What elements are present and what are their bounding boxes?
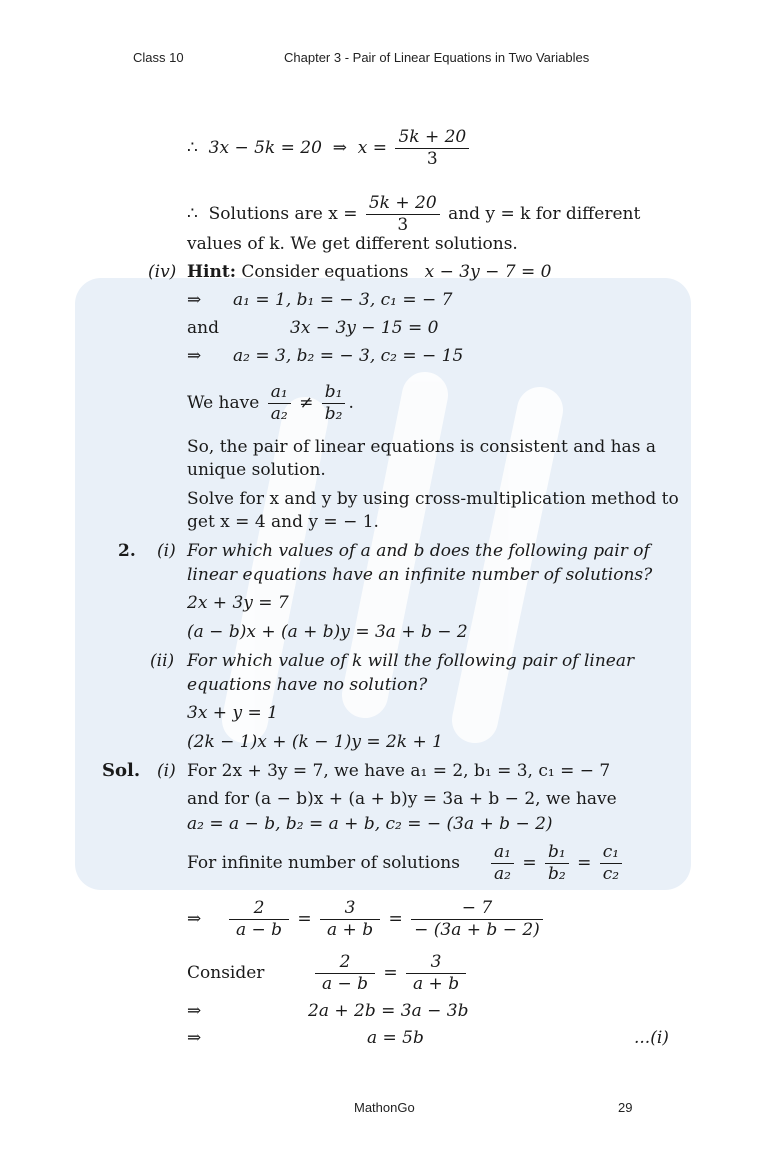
qi-equation-2: (a − b)x + (a + b)y = 3a + b − 2 (187, 622, 468, 642)
solution-label: Sol. (102, 760, 141, 781)
footer-brand: MathonGo (354, 1100, 415, 1115)
line-3: values of k. We get different solutions. (187, 234, 518, 254)
solution-line-1: For 2x + 3y = 7, we have a₁ = 2, b₁ = 3, c₁ = − 7 (187, 761, 611, 781)
consistent-line-2: unique solution. (187, 460, 326, 480)
implies-3: ⇒ (187, 909, 202, 929)
qii-equation-1: 3x + y = 1 (187, 703, 278, 723)
line-2: ∴ Solutions are x = $\frac{5k + 20}{3}$ and y = k for different (187, 193, 641, 235)
and-label: and (187, 318, 219, 338)
qi-equation-1: 2x + 3y = 7 (187, 593, 289, 613)
header-class-label: Class 10 (133, 50, 184, 65)
fraction-x: $\frac{5k + 20}{3}$ (395, 127, 469, 170)
hint-line: Hint: Consider equations x − 3y − 7 = 0 (187, 262, 552, 282)
qii-line-1: For which value of k will the following pair of linear (187, 651, 635, 671)
qii-equation-2: (2k − 1)x + (k − 1)y = 2k + 1 (187, 732, 443, 752)
implies-4: ⇒ (187, 1001, 202, 1021)
header-chapter-title: Chapter 3 - Pair of Linear Equations in Two Variables (284, 50, 590, 65)
label-iv: (iv) (148, 262, 177, 282)
solve-line-1: Solve for x and y by using cross-multiplication method to (187, 489, 679, 509)
qii-line-2: equations have no solution? (187, 675, 428, 695)
solution-line-2: and for (a − b)x + (a + b)y = 3a + b − 2, we have (187, 789, 617, 809)
qi-line-2: linear equations have an infinite number of solutions? (187, 565, 653, 585)
equation-2: 3x − 3y − 15 = 0 (290, 318, 439, 338)
coef-line-2: a₂ = 3, b₂ = − 3, c₂ = − 15 (233, 346, 464, 366)
fraction-solution: $\frac{5k + 20}{3}$ (366, 193, 440, 236)
solution-line-3: a₂ = a − b, b₂ = a + b, c₂ = − (3a + b − 2) (187, 814, 553, 834)
ratio-condition: $\frac{\text{a₁}}{\text{a₂}}$ = $\frac{\text{b₁}}{\text{b₂}}$ = $\frac{\text{c₁}}{\text{c₂}}$ (488, 842, 625, 885)
we-have-line: We have $\frac{\text{a₁}}{\text{a₂}}$ ≠ $\frac{\text{b₁}}{\text{b₂}}$ . (187, 382, 354, 424)
label-qii: (ii) (150, 651, 175, 671)
line-1: ∴ 3x − 5k = 20 ⇒ x = $\frac{5k + 20}{3}$ (187, 127, 472, 170)
consider-ratio: $\frac{2}{a - b}$ = $\frac{3}{a + b}$ (312, 952, 469, 995)
qi-line-1: For which values of a and b does the following pair of (187, 541, 650, 561)
infinite-condition-label: For infinite number of solutions (187, 853, 460, 873)
solve-line-2: get x = 4 and y = − 1. (187, 512, 379, 532)
equation-ref-i: ...(i) (634, 1028, 669, 1048)
coef-line-1: a₁ = 1, b₁ = − 3, c₁ = − 7 (233, 290, 453, 310)
step-1: 2a + 2b = 3a − 3b (308, 1001, 469, 1021)
step-2: a = 5b (367, 1028, 424, 1048)
implies-1: ⇒ (187, 290, 202, 310)
page-number: 29 (618, 1100, 633, 1115)
label-sol-i: (i) (157, 761, 176, 781)
question-2-number: 2. (118, 541, 136, 561)
implies-2: ⇒ (187, 346, 202, 366)
ratio-substitution: $\frac{2}{a - b}$ = $\frac{3}{a + b}$ = $\frac{- 7}{- (3a + b - 2)}$ (226, 898, 546, 941)
implies-5: ⇒ (187, 1028, 202, 1048)
consistent-line-1: So, the pair of linear equations is consistent and has a (187, 437, 656, 457)
label-qi: (i) (157, 541, 176, 561)
consider-label: Consider (187, 963, 265, 983)
